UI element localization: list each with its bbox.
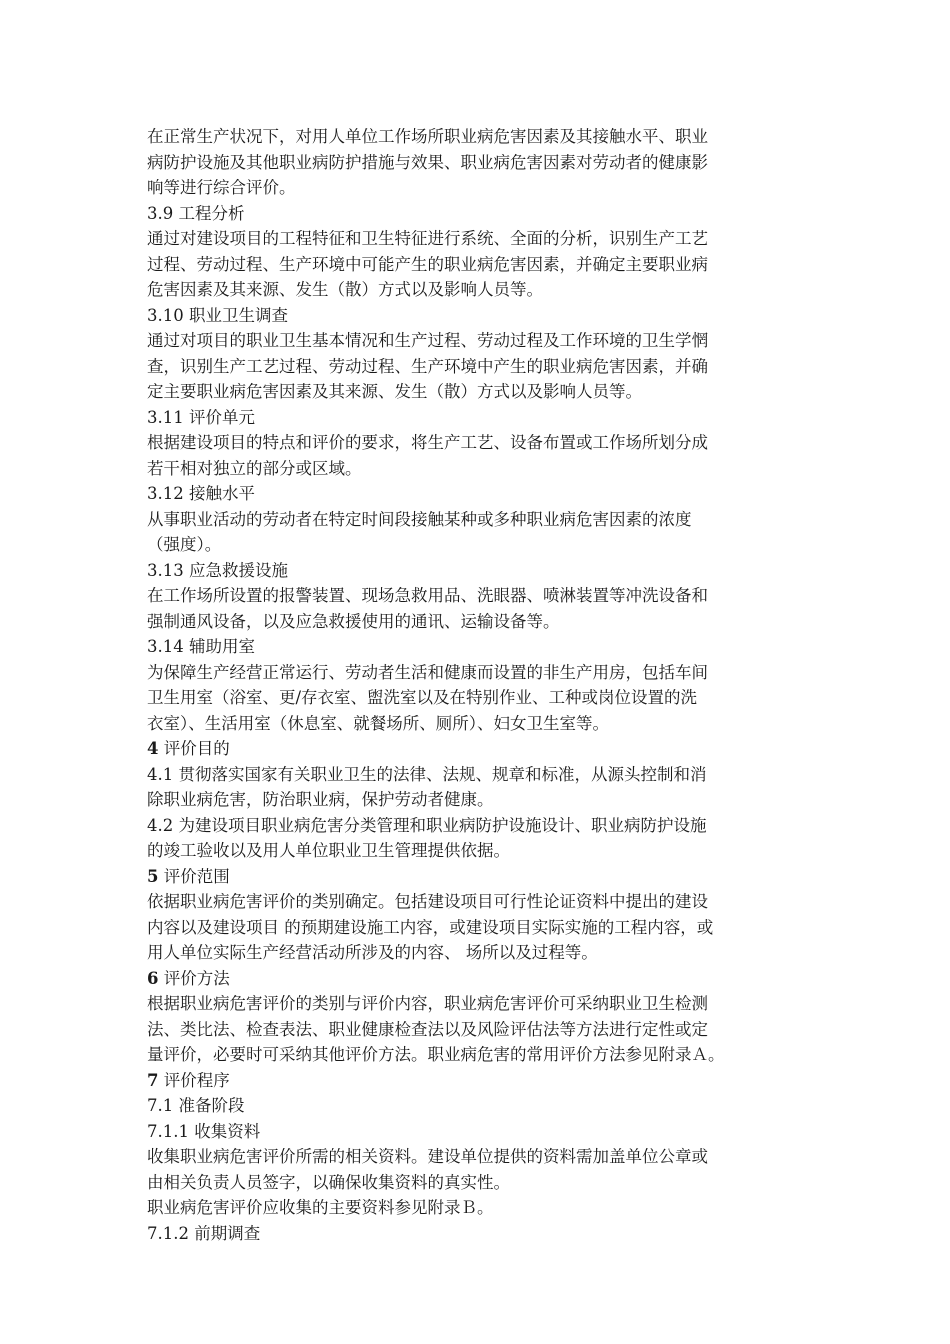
section-7-heading: 7 评价程序 <box>147 1070 230 1090</box>
text-line: 由相关负责人员签字，以确保收集资料的真实性。 <box>147 1172 510 1192</box>
text-line: 为保障生产经营正常运行、劳动者生活和健康而设置的非生产用房，包括车间 <box>147 662 708 682</box>
section-5-body <box>147 889 827 966</box>
text-line: 7.1.1 收集资料 <box>147 1121 261 1141</box>
section-5-heading: 5 评价范围 <box>147 866 230 886</box>
section-4-body <box>147 762 827 864</box>
text-line: 通过对建设项目的工程特征和卫生特征进行系统、全面的分析，识别生产工艺 <box>147 229 708 248</box>
text-line: 3.12 接触水平 <box>147 484 255 503</box>
section-6-body <box>147 991 827 1068</box>
text-line: （强度）。 <box>147 535 222 554</box>
text-line: 查，识别生产工艺过程、劳动过程、生产环境中产生的职业病危害因素，并确 <box>147 356 708 376</box>
text-line: 在工作场所设置的报警装置、现场急救用品、洗眼器、喷淋装置等冲洗设备和 <box>147 586 708 605</box>
text-line: 4.2 为建设项目职业病危害分类管理和职业病防护设施设计、职业病防护设施 <box>147 815 707 835</box>
section-3-continued <box>147 124 827 736</box>
text-line: 根据职业病危害评价的类别与评价内容，职业病危害评价可采纳职业卫生检测 <box>147 994 708 1013</box>
text-line: 卫生用室（浴室、更/存衣室、盥洗室以及在特别作业、工种或岗位设置的洗 <box>147 688 698 707</box>
text-line: 的竣工验收以及用人单位职业卫生管理提供依据。 <box>147 841 510 860</box>
text-line: 响等进行综合评价。 <box>147 178 296 197</box>
text-line: 法、类比法、检查表法、职业健康检查法以及风险评估法等方法进行定性或定 <box>147 1019 708 1039</box>
section-6-heading: 6 评价方法 <box>147 968 230 988</box>
text-line: 3.10 职业卫生调查 <box>147 305 288 325</box>
section-7-body <box>147 1093 827 1246</box>
text-line: 职业病危害评价应收集的主要资料参见附录Ｂ。 <box>147 1198 494 1217</box>
text-line: 7.1.2 前期调查 <box>147 1223 261 1243</box>
text-line: 依据职业病危害评价的类别确定。包括建设项目可行性论证资料中提出的建设 <box>147 892 708 911</box>
text-line: 强制通风设备，以及应急救援使用的通讯、运输设备等。 <box>147 611 560 631</box>
text-line: 3.14 辅助用室 <box>147 637 255 656</box>
text-line: 用人单位实际生产经营活动所涉及的内容、 场所以及过程等。 <box>147 943 598 962</box>
text-line: 量评价，必要时可采纳其他评价方法。职业病危害的常用评价方法参见附录Ａ。 <box>147 1045 725 1064</box>
text-line: 从事职业活动的劳动者在特定时间段接触某种或多种职业病危害因素的浓度 <box>147 509 692 529</box>
section-4-heading: 4 评价目的 <box>147 739 230 758</box>
text-line: 若干相对独立的部分或区域。 <box>147 458 362 478</box>
text-line: 通过对项目的职业卫生基本情况和生产过程、劳动过程及工作环境的卫生学惘 <box>147 331 708 350</box>
text-line: 3.13 应急救援设施 <box>147 560 288 580</box>
document-page <box>147 124 827 1246</box>
text-line: 内容以及建设项目 的预期建设施工内容，或建设项目实际实施的工程内容，或 <box>147 917 714 937</box>
text-line: 在正常生产状况下，对用人单位工作场所职业病危害因素及其接触水平、职业 <box>147 127 708 146</box>
text-line: 危害因素及其来源、发生（散）方式以及影响人员等。 <box>147 280 543 299</box>
text-line: 7.1 准备阶段 <box>147 1096 245 1115</box>
text-line: 3.11 评价单元 <box>147 407 255 427</box>
text-line: 病防护设施及其他职业病防护措施与效果、职业病危害因素对劳动者的健康影 <box>147 152 708 172</box>
text-line: 定主要职业病危害因素及其来源、发生（散）方式以及影响人员等。 <box>147 382 642 401</box>
text-line: 3.9 工程分析 <box>147 203 245 223</box>
text-line: 衣室）、生活用室（休息室、就餐场所、厕所）、妇女卫生室等。 <box>147 713 609 733</box>
text-line: 除职业病危害，防治职业病，保护劳动者健康。 <box>147 790 494 809</box>
text-line: 根据建设项目的特点和评价的要求，将生产工艺、设备布置或工作场所划分成 <box>147 433 708 452</box>
text-line: 过程、劳动过程、生产环境中可能产生的职业病危害因素，并确定主要职业病 <box>147 254 708 274</box>
text-line: 4.1 贯彻落实国家有关职业卫生的法律、法规、规章和标准，从源头控制和消 <box>147 764 707 784</box>
text-line: 收集职业病危害评价所需的相关资料。建设单位提供的资料需加盖单位公章或 <box>147 1147 708 1166</box>
